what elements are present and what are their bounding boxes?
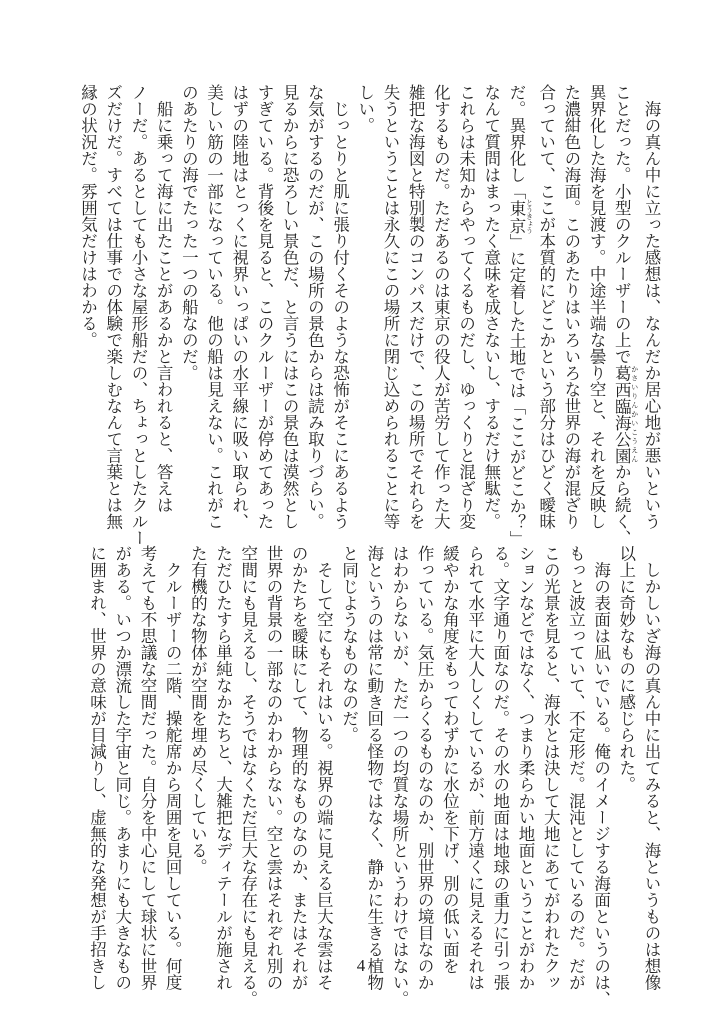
text-segment: 」に定着した土地では「ここがどこか？」 <box>506 233 526 547</box>
text-line: なんて質問はまったく意味を成さないし、するだけ無駄だ。 <box>481 84 501 530</box>
text-line: はわからないが、ただ一つの均質な場所というわけではない。 <box>389 545 409 1007</box>
text-line: た有機的な物体が空間を埋め尽くしている。 <box>188 545 208 875</box>
text-line: 雑把な海図と特別製のコンパスだけで、この場所でそれらを <box>406 84 426 530</box>
ruby-annotated-word <box>506 199 534 234</box>
text-line: 合っていて、ここが本質的にどこかという部分はひどく曖昧 <box>536 84 556 530</box>
text-line: のあたりの海でたった一つの船なのだ。 <box>179 84 199 381</box>
text-line: はずの陸地はとっくに視界いっぱいの水平線に吸い取られ、 <box>229 84 249 530</box>
text-line: 世界の背景の一部なのかわからない。空と雲はそれぞれ別の <box>263 545 283 991</box>
text-line: 化するものだ。ただあるのは東京の役人が苦労して作った大 <box>431 84 451 530</box>
upper-text-block <box>75 84 664 547</box>
text-line: 美しい筋の一部になっている。他の船は見えない。これがこ <box>204 84 224 530</box>
text-line: 船に乗って海に出たことがあるかと言われると、答えは <box>154 84 174 513</box>
text-line: る。文字通り面なのだ。その水の地面は地球の重力に引っ張 <box>490 545 510 991</box>
text-line: 空間にも見えるし、そうではなくただ巨大な存在にも見える。 <box>238 545 258 1007</box>
text-segment: から続く、 <box>612 463 632 546</box>
text-line: じっとりと肌に張り付くそのような恐怖がそこにあるよう <box>330 84 350 530</box>
text-line: と同じようなものなのだ。 <box>339 545 359 743</box>
text-line: ズだけだ。すべては仕事での体験で楽しむなんて言葉とは無 <box>103 84 123 530</box>
text-line: た濃紺色の海面。このあたりはいろいろな世界の海が混ざり <box>561 84 581 530</box>
text-line <box>504 84 534 547</box>
text-line: 見るからに恐ろしい景色だ、と言うにはこの景色は漠然とし <box>280 84 300 530</box>
text-line: な気がするのだが、この場所の景色からは読み取りづらい。 <box>305 84 325 530</box>
page-number: 4 <box>356 956 366 975</box>
text-line: 以上に奇妙なものに感じられた。 <box>616 545 636 793</box>
text-line: すぎている。背後を見ると、このクルーザーが停めてあった <box>254 84 274 530</box>
text-line: しかしいざ海の真ん中に出てみると、海というものは想像 <box>642 545 661 991</box>
text-line: ノーだ。あるとしても小さな屋形船だの、ちょっとしたクルー <box>128 84 148 546</box>
text-line: そして空にもそれはいる。視界の端に見える巨大な雲はそ <box>314 545 334 991</box>
ruby-reading: かさいりんかいこうえん <box>630 364 639 464</box>
text-line: この光景を見ると、海水とは決して大地にあてがわれたクッ <box>541 545 561 991</box>
text-line: がある。いつか漂流した宇宙と同じ。あまりにも大きなもの <box>112 545 132 991</box>
ruby-annotated-word <box>612 364 639 464</box>
text-line: 海の真ん中に立った感想は、なんだか居心地が悪いという <box>642 84 661 530</box>
ruby-base: 葛西臨海公園 <box>612 364 632 464</box>
text-line: ションなどではなく、つまり柔らかい地面ということがわか <box>515 545 535 991</box>
text-segment: だ。異界化し「 <box>506 84 526 200</box>
text-line: 緩やかな角度をもってわずかに水位を下げ、別の低い面を <box>440 545 460 974</box>
text-line: のかたちを曖昧にして、物理的なものなのか、またはそれが <box>289 545 309 991</box>
ruby-base: 東京 <box>506 199 526 234</box>
text-line: 考えても不思議な空間だった。自分を中心にして球状に世界 <box>137 545 157 991</box>
text-line: しい。 <box>355 84 375 134</box>
text-line: 作っている。気圧からくるものなのか、別世界の境目なのか <box>415 545 435 991</box>
text-segment: ことだった。小型のクルーザーの上で <box>612 84 632 365</box>
text-line: これらは未知からやってくるものだし、ゆっくりと混ざり変 <box>456 84 476 530</box>
text-line: 海の表面は凪いでいる。俺のイメージする海面というのは、 <box>591 545 611 1007</box>
text-line: クルーザーの二階、操舵席から周囲を見回している。何度 <box>163 545 183 991</box>
text-line: に囲まれ、世界の意味が目減りし、虚無的な発想が手招きし <box>87 545 107 991</box>
text-line <box>609 84 639 546</box>
ruby-reading: とうきょう <box>525 199 534 234</box>
text-line: 異界化した海を見渡す。中途半端な曇り空と、それを反映し <box>587 84 607 530</box>
text-line: 海というのは常に動き回る怪物ではなく、静かに生きる植物 <box>364 545 384 991</box>
text-line: 失うということは永久にこの場所に閉じ込められることに等 <box>380 84 400 530</box>
text-line: られて水平に大人しくしているが、前方遠くに見えるそれは <box>465 545 485 991</box>
text-line: もっと波立っていて、不定形だ。混沌としているのだ。だが <box>566 545 586 991</box>
lower-text-block <box>84 545 664 1007</box>
text-line: ただひたすら単純なかたちと、大雑把なディテールが施され <box>213 545 233 991</box>
text-line: 縁の状況だ。雰囲気だけはわかる。 <box>78 84 98 348</box>
